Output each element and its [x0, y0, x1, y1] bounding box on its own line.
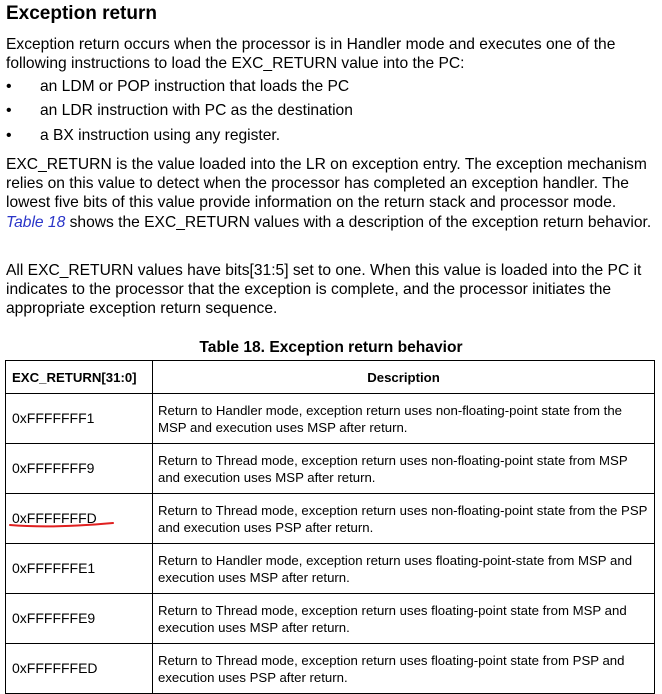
exc-return-description: Return to Thread mode, exception return uses non-floating-point state from the PSP and execution uses PSP after return.: [153, 494, 655, 544]
table-row: [6, 544, 655, 594]
table-row: [6, 594, 655, 644]
table-caption: Table 18. Exception return behavior: [199, 339, 463, 356]
exc-return-description: Return to Handler mode, exception return uses floating-point-state from MSP and execution uses MSP after return.: [153, 544, 655, 594]
exc-return-value: 0xFFFFFFED: [6, 644, 153, 694]
table-header-row: [6, 361, 655, 394]
table-row: [6, 644, 655, 694]
exc-return-value: 0xFFFFFFFD: [6, 494, 153, 544]
column-header-exc-return: EXC_RETURN[31:0]: [6, 361, 153, 394]
exc-return-description: Return to Thread mode, exception return uses non-floating-point state from MSP and execution uses MSP after return.: [153, 444, 655, 494]
column-header-description: Description: [153, 361, 655, 394]
table-18-link[interactable]: Table 18: [6, 213, 66, 231]
list-item: • an LDM or POP instruction that loads the PC: [6, 77, 646, 101]
table-row: [6, 444, 655, 494]
exc-return-paragraph: [6, 155, 656, 232]
exc-return-description: Return to Handler mode, exception return uses non-floating-point state from the MSP and execution uses MSP after return.: [153, 394, 655, 444]
exc-return-value: 0xFFFFFFE9: [6, 594, 153, 644]
instruction-list: [6, 77, 646, 150]
exc-return-value: 0xFFFFFFF9: [6, 444, 153, 494]
exc-return-description: Return to Thread mode, exception return uses floating-point state from PSP and execution uses PSP after return.: [153, 644, 655, 694]
exception-return-table: [5, 360, 655, 694]
intro-paragraph: Exception return occurs when the processor is in Handler mode and executes one of the following instructions to load the EXC_RETURN value into the PC:: [6, 36, 616, 73]
section-title: Exception return: [6, 3, 157, 24]
exc-return-value: 0xFFFFFFE1: [6, 544, 153, 594]
table-row: [6, 494, 655, 544]
list-item: • an LDR instruction with PC as the destination: [6, 101, 646, 125]
exc-return-description: Return to Thread mode, exception return uses floating-point state from MSP and execution uses MSP after return.: [153, 594, 655, 644]
bits-paragraph: All EXC_RETURN values have bits[31:5] set to one. When this value is loaded into the PC it indicates to the processor that the exception is complete, and the processor initiates the appropriate exception return sequence.: [6, 262, 642, 318]
list-item: • a BX instruction using any register.: [6, 126, 646, 150]
paragraph-text: EXC_RETURN is the value loaded into the LR on exception entry. The exception mechanism relies on this value to detect when the processor has completed an exception handler. The lowest five bits of this value provide information on the return stack and processor mode.: [6, 156, 647, 212]
table-row: [6, 394, 655, 444]
exc-return-value: 0xFFFFFFF1: [6, 394, 153, 444]
paragraph-text: shows the EXC_RETURN values with a description of the exception return behavior.: [65, 213, 652, 231]
